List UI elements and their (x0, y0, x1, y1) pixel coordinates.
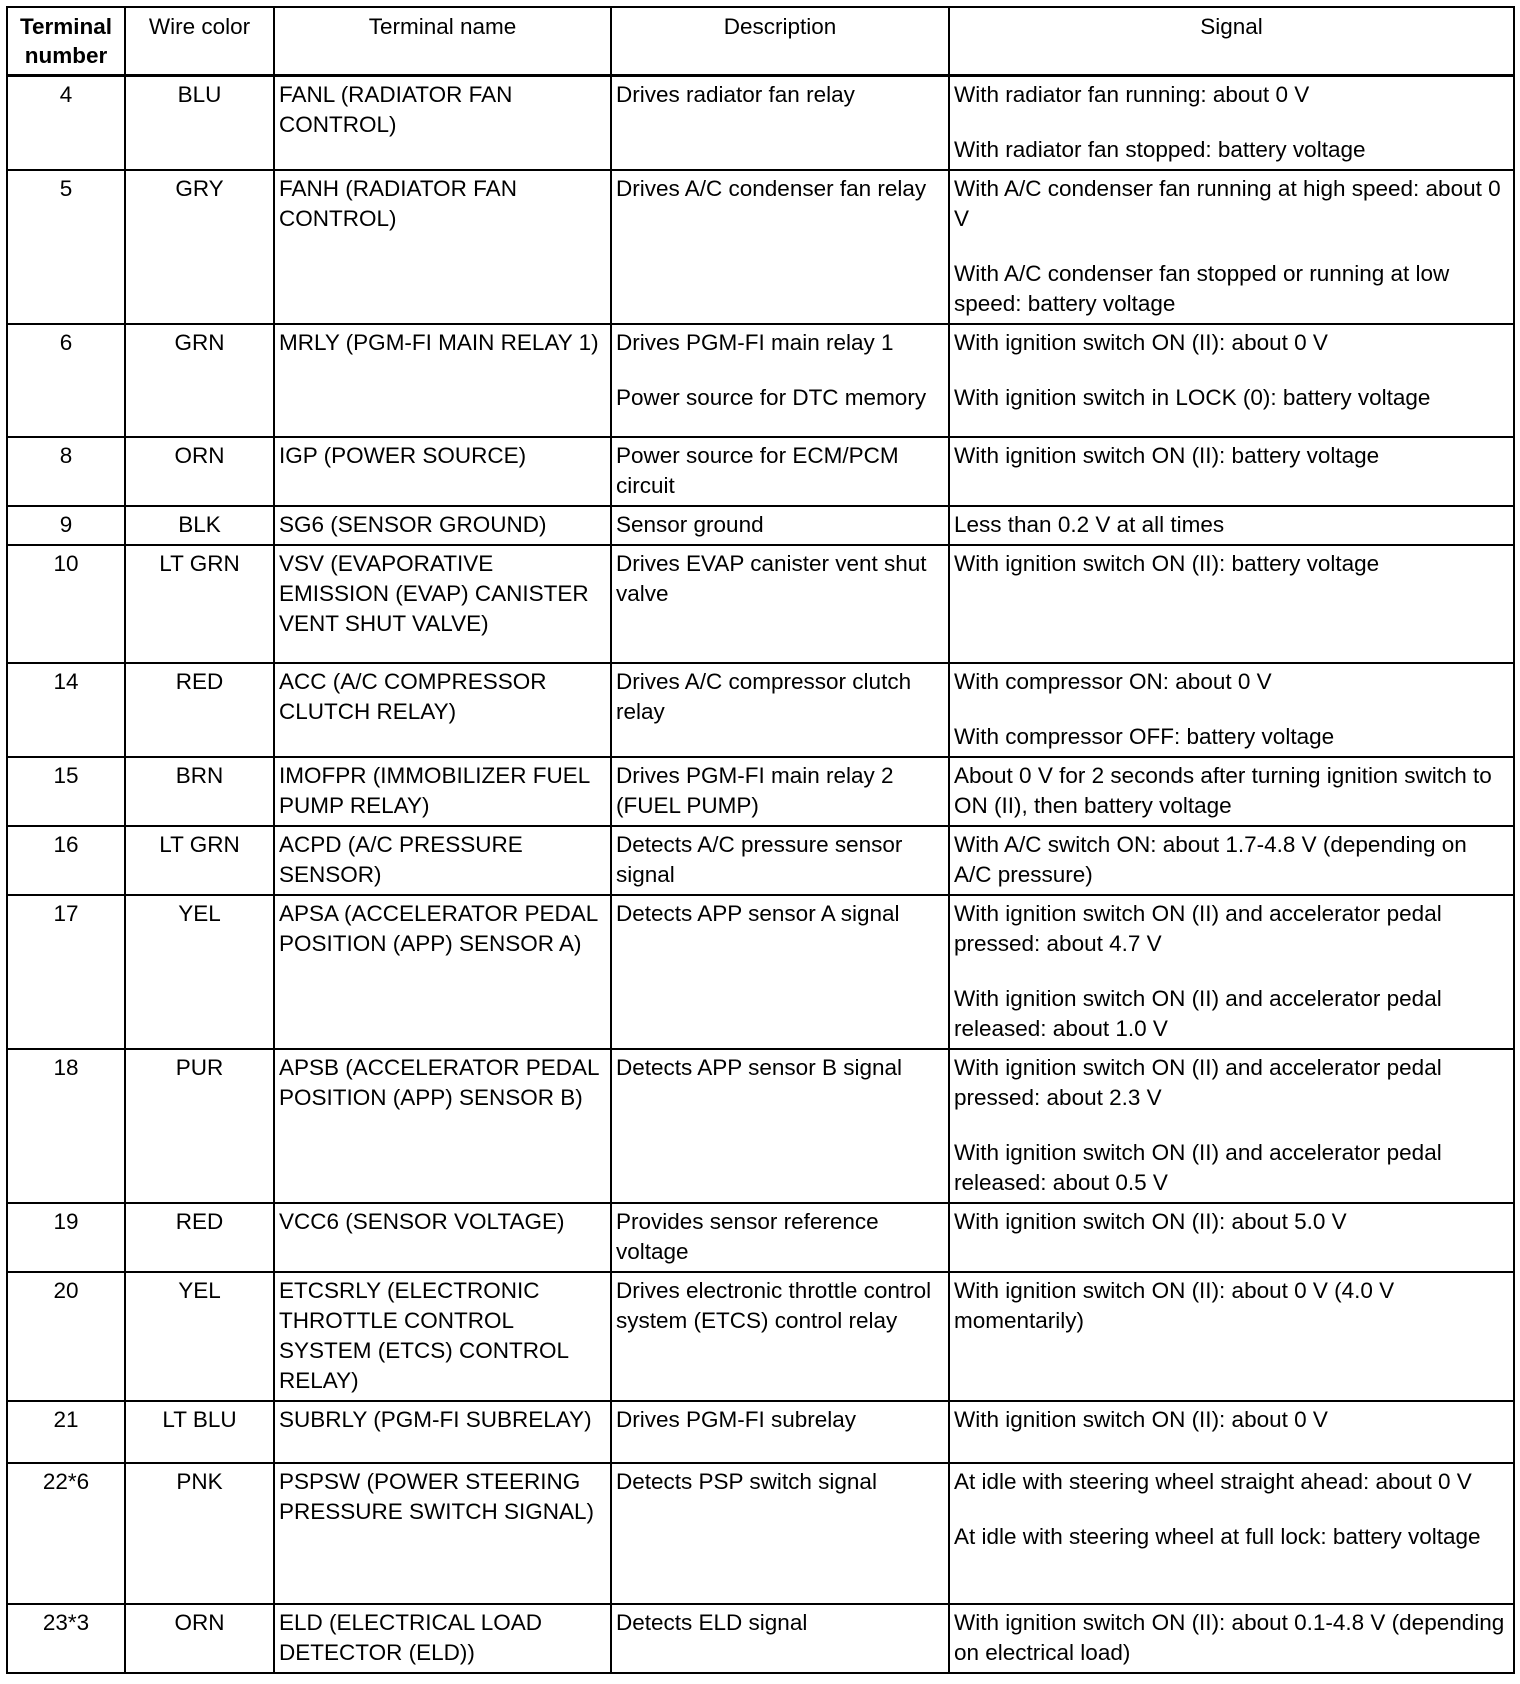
description-text: Drives PGM-FI main relay 1 (616, 330, 894, 355)
header-row (7, 7, 1514, 76)
signal-cell (949, 663, 1514, 757)
description-text: Detects APP sensor B signal (616, 1055, 902, 1080)
description-cell (611, 663, 949, 757)
terminal-name-cell: MRLY (PGM-FI MAIN RELAY 1) (274, 324, 611, 437)
description-cell (611, 895, 949, 1049)
description-cell (611, 76, 949, 171)
terminal-number-cell: 9 (7, 506, 125, 545)
signal-text: With A/C condenser fan running at high speed: about 0 V (954, 176, 1501, 231)
terminal-name-cell: SG6 (SENSOR GROUND) (274, 506, 611, 545)
signal-text: With ignition switch ON (II) and accelerator pedal pressed: about 4.7 V (954, 901, 1442, 956)
signal-text: With ignition switch in LOCK (0): battery voltage (954, 385, 1431, 410)
description-cell (611, 826, 949, 895)
wire-color-cell: PNK (125, 1463, 274, 1604)
description-text: Detects ELD signal (616, 1610, 808, 1635)
signal-text: With compressor OFF: battery voltage (954, 724, 1335, 749)
signal-cell (949, 1203, 1514, 1272)
description-text: Drives A/C compressor clutch relay (616, 669, 912, 724)
description-cell (611, 437, 949, 506)
terminal-number-cell: 20 (7, 1272, 125, 1401)
table-row (7, 1401, 1514, 1463)
wire-color-cell: GRN (125, 324, 274, 437)
wire-color-cell: LT GRN (125, 826, 274, 895)
terminal-name-cell: PSPSW (POWER STEERING PRESSURE SWITCH SIGNAL) (274, 1463, 611, 1604)
terminal-number-cell: 5 (7, 170, 125, 324)
table-row (7, 76, 1514, 171)
header-description: Description (611, 7, 949, 76)
signal-cell (949, 1272, 1514, 1401)
description-text: Detects APP sensor A signal (616, 901, 900, 926)
description-text: Provides sensor reference voltage (616, 1209, 879, 1264)
description-cell (611, 1049, 949, 1203)
signal-text: At idle with steering wheel at full lock: battery voltage (954, 1524, 1481, 1549)
wire-color-cell: RED (125, 663, 274, 757)
description-text: Drives PGM-FI main relay 2 (FUEL PUMP) (616, 763, 894, 818)
terminal-number-cell: 8 (7, 437, 125, 506)
signal-cell (949, 1463, 1514, 1604)
description-text: Detects PSP switch signal (616, 1469, 877, 1494)
terminal-name-cell: VSV (EVAPORATIVE EMISSION (EVAP) CANISTER VENT SHUT VALVE) (274, 545, 611, 663)
signal-text: With ignition switch ON (II): about 0 V (954, 1407, 1328, 1432)
terminal-number-cell: 10 (7, 545, 125, 663)
signal-cell (949, 545, 1514, 663)
wire-color-cell: LT BLU (125, 1401, 274, 1463)
signal-cell (949, 826, 1514, 895)
signal-text: With A/C condenser fan stopped or running at low speed: battery voltage (954, 261, 1450, 316)
signal-text: With ignition switch ON (II): about 0 V (954, 330, 1328, 355)
description-cell (611, 545, 949, 663)
table-row (7, 1203, 1514, 1272)
wire-color-cell: ORN (125, 437, 274, 506)
signal-text: With ignition switch ON (II) and accelerator pedal released: about 0.5 V (954, 1140, 1442, 1195)
signal-text: With radiator fan running: about 0 V (954, 82, 1310, 107)
terminal-number-cell: 14 (7, 663, 125, 757)
terminal-number-cell: 16 (7, 826, 125, 895)
header-terminal-name: Terminal name (274, 7, 611, 76)
terminal-number-cell: 18 (7, 1049, 125, 1203)
signal-cell (949, 324, 1514, 437)
table-row (7, 663, 1514, 757)
header-wire-color: Wire color (125, 7, 274, 76)
terminal-number-cell: 15 (7, 757, 125, 826)
signal-text: With ignition switch ON (II): battery voltage (954, 551, 1380, 576)
wire-color-cell: BRN (125, 757, 274, 826)
wire-color-cell: PUR (125, 1049, 274, 1203)
terminal-name-cell: APSB (ACCELERATOR PEDAL POSITION (APP) SENSOR B) (274, 1049, 611, 1203)
table-row (7, 1049, 1514, 1203)
description-cell (611, 1463, 949, 1604)
signal-cell (949, 506, 1514, 545)
description-text: Detects A/C pressure sensor signal (616, 832, 903, 887)
table-row (7, 506, 1514, 545)
signal-cell (949, 170, 1514, 324)
terminal-name-cell: ACC (A/C COMPRESSOR CLUTCH RELAY) (274, 663, 611, 757)
table-row (7, 324, 1514, 437)
wire-color-cell: ORN (125, 1604, 274, 1673)
header-terminal-number: Terminal number (7, 7, 125, 76)
table-row (7, 437, 1514, 506)
header-signal: Signal (949, 7, 1514, 76)
terminal-name-cell: IGP (POWER SOURCE) (274, 437, 611, 506)
table-row (7, 545, 1514, 663)
signal-text: Less than 0.2 V at all times (954, 512, 1225, 537)
description-cell (611, 506, 949, 545)
description-text: Drives electronic throttle control system (ETCS) control relay (616, 1278, 932, 1333)
terminal-name-cell: SUBRLY (PGM-FI SUBRELAY) (274, 1401, 611, 1463)
wire-color-cell: BLK (125, 506, 274, 545)
terminal-name-cell: APSA (ACCELERATOR PEDAL POSITION (APP) SENSOR A) (274, 895, 611, 1049)
table-row (7, 1463, 1514, 1604)
wire-color-cell: GRY (125, 170, 274, 324)
terminal-name-cell: IMOFPR (IMMOBILIZER FUEL PUMP RELAY) (274, 757, 611, 826)
signal-text: With ignition switch ON (II): about 0 V (4.0 V momentarily) (954, 1278, 1395, 1333)
description-cell (611, 757, 949, 826)
signal-cell (949, 76, 1514, 171)
terminal-name-cell: VCC6 (SENSOR VOLTAGE) (274, 1203, 611, 1272)
wire-color-cell: YEL (125, 1272, 274, 1401)
signal-text: With ignition switch ON (II): about 0.1-4.8 V (depending on electrical load) (954, 1610, 1505, 1665)
table-row (7, 757, 1514, 826)
description-text: Drives EVAP canister vent shut valve (616, 551, 927, 606)
description-text: Power source for ECM/PCM circuit (616, 443, 899, 498)
signal-cell (949, 1401, 1514, 1463)
signal-text: With A/C switch ON: about 1.7-4.8 V (depending on A/C pressure) (954, 832, 1467, 887)
signal-cell (949, 895, 1514, 1049)
wire-color-cell: LT GRN (125, 545, 274, 663)
terminal-number-cell: 6 (7, 324, 125, 437)
description-cell (611, 170, 949, 324)
terminal-number-cell: 21 (7, 1401, 125, 1463)
description-text: Power source for DTC memory (616, 385, 927, 410)
signal-cell (949, 437, 1514, 506)
description-cell (611, 1401, 949, 1463)
description-text: Drives A/C condenser fan relay (616, 176, 927, 201)
terminal-number-cell: 4 (7, 76, 125, 171)
terminal-number-cell: 23*3 (7, 1604, 125, 1673)
signal-text: With compressor ON: about 0 V (954, 669, 1272, 694)
table-row (7, 1272, 1514, 1401)
terminal-name-cell: FANH (RADIATOR FAN CONTROL) (274, 170, 611, 324)
wire-color-cell: BLU (125, 76, 274, 171)
table-row (7, 895, 1514, 1049)
signal-text: With ignition switch ON (II) and accelerator pedal released: about 1.0 V (954, 986, 1442, 1041)
wire-color-cell: YEL (125, 895, 274, 1049)
description-cell (611, 1604, 949, 1673)
signal-text: With ignition switch ON (II) and accelerator pedal pressed: about 2.3 V (954, 1055, 1442, 1110)
table-row (7, 1604, 1514, 1673)
signal-text: With radiator fan stopped: battery voltage (954, 137, 1366, 162)
terminal-number-cell: 22*6 (7, 1463, 125, 1604)
signal-text: With ignition switch ON (II): about 5.0 V (954, 1209, 1347, 1234)
signal-text: With ignition switch ON (II): battery voltage (954, 443, 1380, 468)
description-text: Drives radiator fan relay (616, 82, 855, 107)
terminal-name-cell: ACPD (A/C PRESSURE SENSOR) (274, 826, 611, 895)
table-body (7, 76, 1514, 1674)
signal-text: About 0 V for 2 seconds after turning ignition switch to ON (II), then battery voltage (954, 763, 1492, 818)
table-row (7, 826, 1514, 895)
terminal-number-cell: 17 (7, 895, 125, 1049)
description-cell (611, 324, 949, 437)
description-text: Sensor ground (616, 512, 764, 537)
table-row (7, 170, 1514, 324)
description-text: Drives PGM-FI subrelay (616, 1407, 857, 1432)
description-cell (611, 1203, 949, 1272)
wire-color-cell: RED (125, 1203, 274, 1272)
terminal-name-cell: ETCSRLY (ELECTRONIC THROTTLE CONTROL SYSTEM (ETCS) CONTROL RELAY) (274, 1272, 611, 1401)
signal-cell (949, 1604, 1514, 1673)
signal-cell (949, 757, 1514, 826)
signal-cell (949, 1049, 1514, 1203)
description-cell (611, 1272, 949, 1401)
terminal-table (6, 6, 1515, 1674)
terminal-name-cell: ELD (ELECTRICAL LOAD DETECTOR (ELD)) (274, 1604, 611, 1673)
terminal-number-cell: 19 (7, 1203, 125, 1272)
terminal-name-cell: FANL (RADIATOR FAN CONTROL) (274, 76, 611, 171)
signal-text: At idle with steering wheel straight ahead: about 0 V (954, 1469, 1472, 1494)
